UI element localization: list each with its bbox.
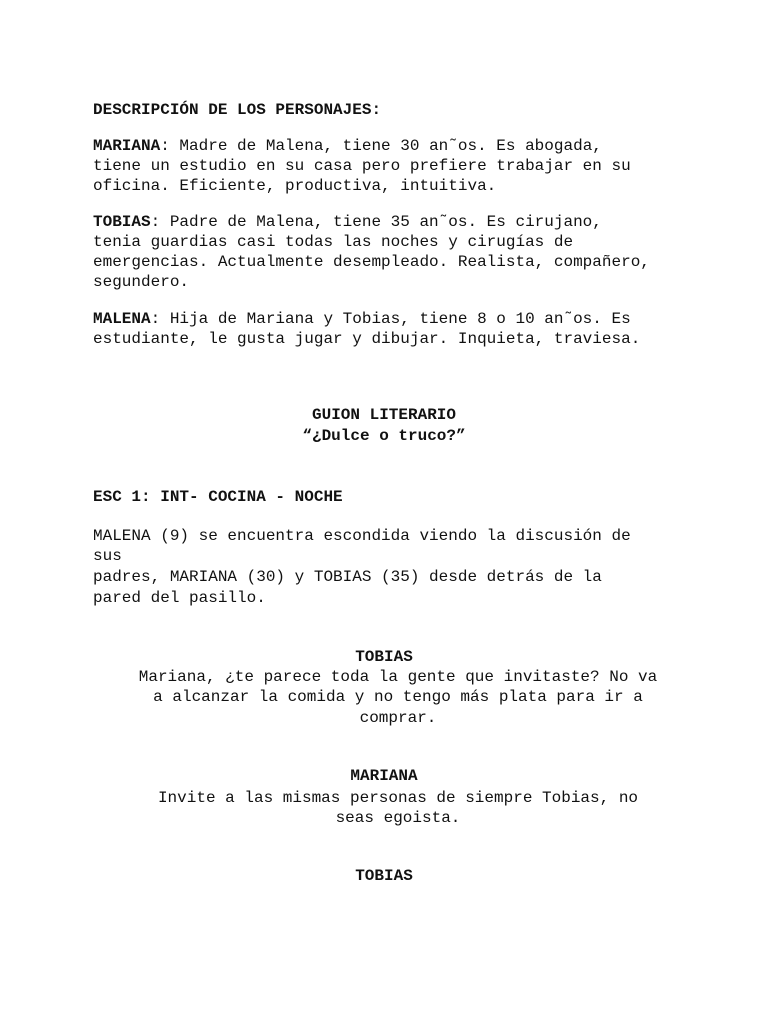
dialogue-line: Mariana, ¿te parece toda la gente que invitaste? No va	[138, 668, 658, 686]
character-name: MARIANA	[93, 137, 161, 155]
dialogue-speaker: TOBIAS	[355, 648, 413, 666]
action-line: padres, MARIANA (30) y TOBIAS (35) desde detrás de la	[93, 568, 602, 586]
action-line: MALENA (9) se encuentra escondida viendo la discusión de	[93, 527, 631, 545]
character-desc: tiene un estudio en su casa pero prefiere trabajar en su	[93, 157, 631, 175]
character-tobias-line-1	[93, 212, 602, 232]
character-name: TOBIAS	[93, 213, 151, 231]
character-desc: : Hija de Mariana y Tobias, tiene 8 o 10 an˜os. Es	[150, 310, 631, 328]
character-desc: tenia guardias casi todas las noches y cirugías de	[93, 233, 574, 251]
character-desc: oficina. Eficiente, productiva, intuitiva.	[93, 177, 497, 195]
character-desc: estudiante, le gusta jugar y dibujar. Inquieta, traviesa.	[93, 330, 641, 348]
action-line: pared del pasillo.	[93, 589, 266, 607]
character-desc: : Madre de Malena, tiene 30 an˜os. Es abogada,	[160, 137, 602, 155]
character-desc: segundero.	[93, 273, 190, 291]
script-subtitle: “¿Dulce o truco?”	[302, 427, 466, 445]
dialogue-line: a alcanzar la comida y no tengo más plata para ir a	[153, 688, 643, 706]
character-name: MALENA	[93, 310, 151, 328]
dialogue-speaker: TOBIAS	[355, 867, 413, 885]
character-mariana-line-1	[93, 136, 602, 156]
dialogue-line: Invite a las mismas personas de siempre Tobias, no	[157, 789, 639, 807]
characters-heading: DESCRIPCIÓN DE LOS PERSONAJES:	[93, 101, 382, 119]
action-line: sus	[93, 547, 122, 565]
character-desc: emergencias. Actualmente desempleado. Realista, compañero,	[93, 253, 650, 271]
dialogue-line: comprar.	[359, 709, 437, 727]
character-desc: : Padre de Malena, tiene 35 an˜os. Es cirujano,	[150, 213, 602, 231]
character-malena-line-1	[93, 309, 631, 329]
script-title: GUION LITERARIO	[311, 406, 457, 424]
scene-heading: ESC 1: INT- COCINA - NOCHE	[93, 488, 343, 506]
dialogue-speaker: MARIANA	[350, 767, 418, 785]
dialogue-line: seas egoista.	[335, 809, 461, 827]
